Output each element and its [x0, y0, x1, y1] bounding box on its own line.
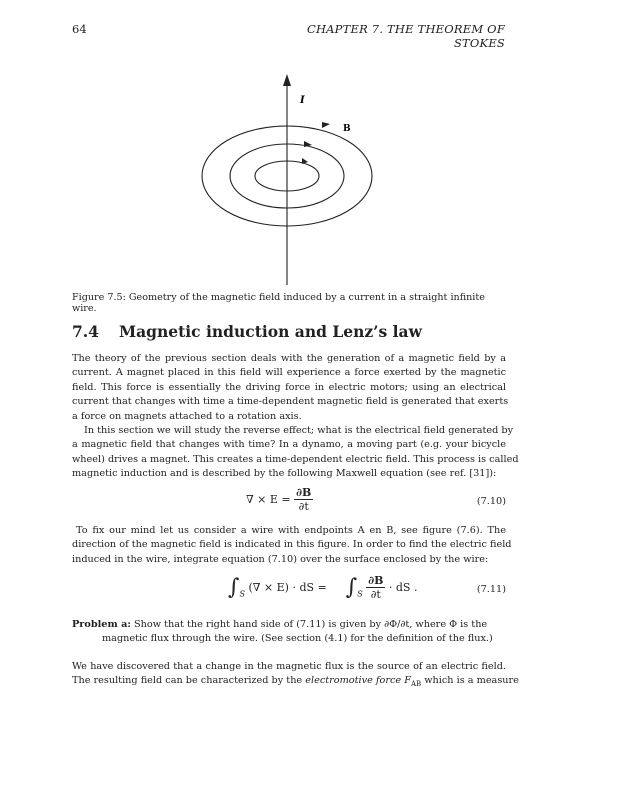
field-arrow-outer-icon: [322, 122, 330, 128]
integral-sign-icon: ∫: [345, 575, 358, 600]
equation-number-7-11: (7.11): [476, 584, 506, 595]
emphasis-text: electromotive force: [305, 675, 402, 687]
text-line: a force on magnets attached to a rotation axis.: [72, 410, 302, 422]
integral-sign-icon: ∫: [228, 575, 240, 600]
label-field: B: [343, 124, 351, 134]
page-number: 64: [72, 22, 87, 36]
text-run: which is a measure: [424, 675, 519, 687]
paragraph-1: [72, 352, 509, 424]
section-heading: [72, 322, 422, 341]
text-line: a magnetic field that changes with time? In a dynamo, a moving part (e.g. your bicycle: [72, 439, 506, 451]
fraction-denominator: ∂t: [370, 588, 381, 601]
text-line: wheel) drives a magnet. This creates a time-dependent electric field. This process is called: [72, 453, 519, 465]
text-line: The theory of the previous section deals with the generation of a magnetic field by a: [72, 353, 506, 364]
figure-caption: Figure 7.5: Geometry of the magnetic field induced by a current in a straight infinite wire.: [72, 292, 485, 314]
equation-rhs: · dS .: [388, 581, 418, 594]
section-title: Magnetic induction and Lenz’s law: [118, 322, 422, 341]
current-arrow-icon: [283, 74, 291, 86]
paragraph-4: [72, 660, 519, 692]
equation-number-7-10: (7.10): [476, 496, 506, 507]
math-subscript: AB: [410, 680, 422, 689]
text-line: induced in the wire, integrate equation (7.10) over the surface enclosed by the wire:: [72, 553, 489, 565]
problem-text: Show that the right hand side of (7.11) is given by ∂Φ/∂t, where Φ is the: [134, 619, 488, 630]
text-line: [72, 674, 519, 691]
equation-7-11: [228, 574, 417, 601]
text-line: field. This force is essentially the driving force in electric motors; using an electrical: [72, 381, 506, 393]
text-line: We have discovered that a change in the magnetic flux is the source of an electric field.: [72, 661, 506, 672]
text-run: The resulting field can be characterized by the: [72, 675, 303, 687]
fraction-numerator: ∂B: [368, 574, 384, 587]
equation-lhs: ∇ × E =: [246, 493, 291, 506]
fraction-numerator: ∂B: [296, 486, 312, 499]
paragraph-2: [72, 424, 519, 482]
equation-fraction: [294, 486, 313, 513]
text-line: magnetic flux through the wire. (See section (4.1) for the definition of the flux.): [102, 633, 493, 645]
figure-magnetic-field: [190, 70, 390, 290]
text-line: current that changes with time a time-dependent magnetic field is generated that exerts: [72, 396, 509, 408]
equation-lhs: (∇ × E) · dS =: [248, 581, 327, 594]
text-line: [72, 618, 506, 632]
text-line: magnetic induction and is described by the following Maxwell equation (see ref. [31]):: [72, 468, 497, 480]
integral-subscript: S: [357, 589, 363, 599]
integral-subscript: S: [239, 589, 245, 599]
text-line: To fix our mind let us consider a wire with endpoints A en B, see figure (7.6). The: [76, 525, 506, 536]
equation-7-10: [246, 486, 313, 513]
section-number: 7.4: [72, 322, 99, 341]
math-symbol: F: [404, 675, 411, 687]
problem-label: Problem a:: [72, 619, 131, 630]
label-current: I: [300, 95, 305, 106]
problem-a: [72, 618, 506, 647]
paragraph-3: [72, 524, 512, 567]
text-line: In this section we will study the reverse effect; what is the electrical field generated by: [84, 425, 514, 436]
text-line: current. A magnet placed in this field will experience a force exerted by the magnetic: [72, 367, 506, 379]
text-line: direction of the magnetic field is indicated in this figure. In order to find the electric field: [72, 539, 512, 551]
running-head: CHAPTER 7. THE THEOREM OF STOKES: [306, 22, 505, 50]
equation-fraction: [366, 574, 385, 601]
fraction-denominator: ∂t: [298, 500, 309, 513]
